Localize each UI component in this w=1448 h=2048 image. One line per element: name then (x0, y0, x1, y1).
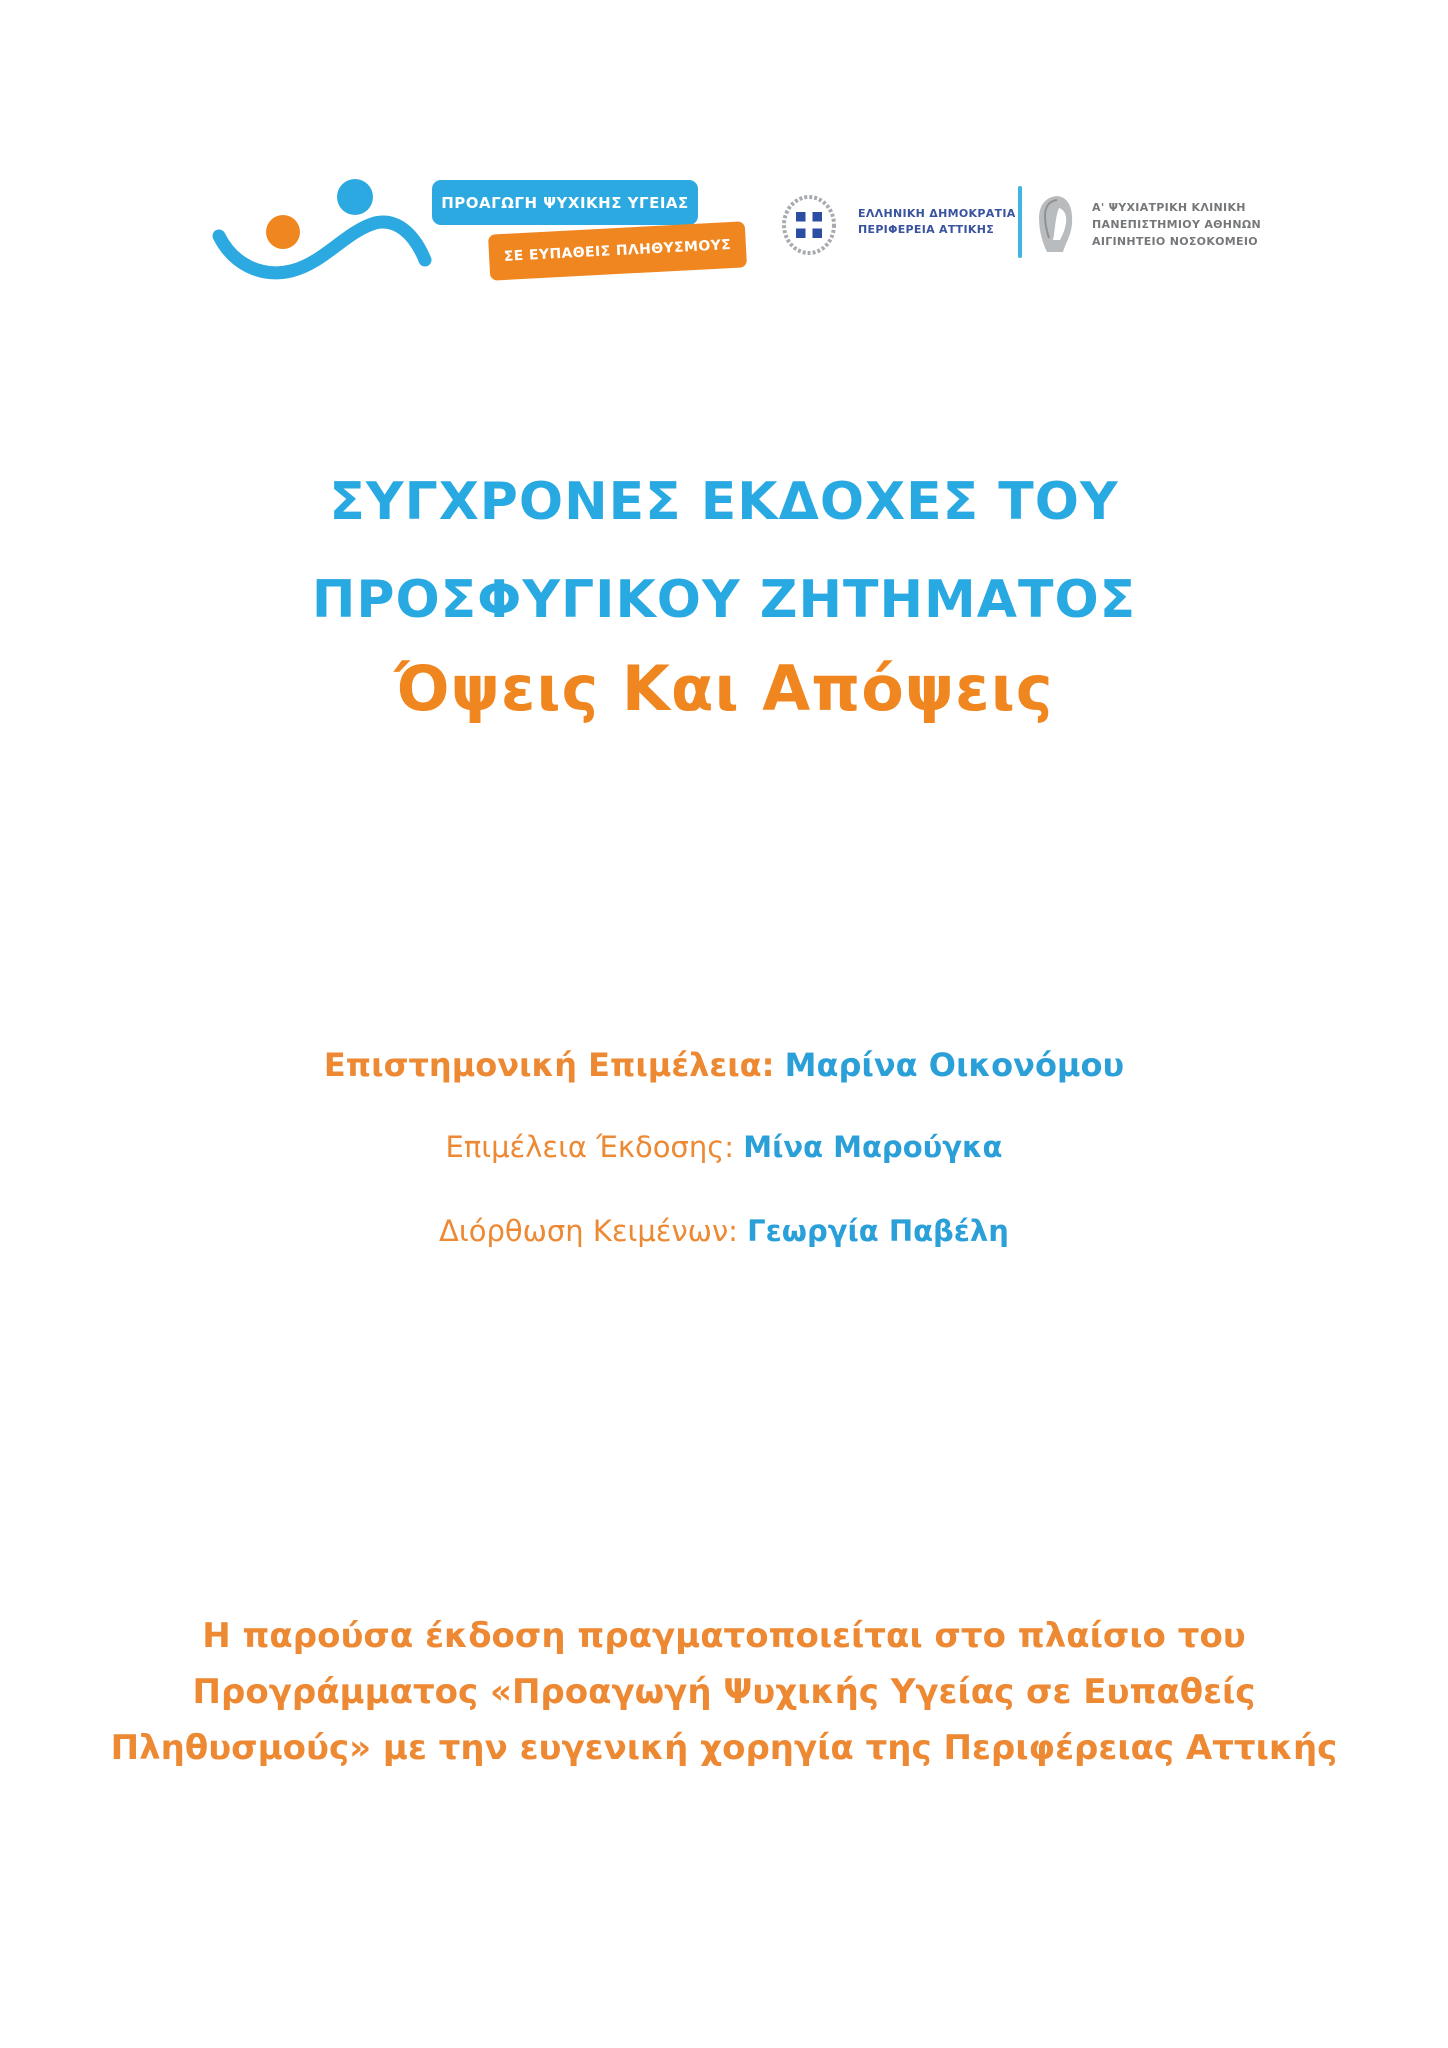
credit-label: Επιμέλεια Έκδοσης: (445, 1130, 734, 1164)
clinic-line-1: Α' ΨΥΧΙΑΤΡΙΚΗ ΚΛΙΝΙΚΗ (1092, 201, 1246, 214)
credit-edition-editing (0, 1130, 1448, 1164)
blue-figure-head (337, 179, 373, 215)
program-banner-bottom: ΣΕ ΕΥΠΑΘΕΙΣ ΠΛΗΘΥΣΜΟΥΣ (488, 221, 747, 280)
region-line-1: ΕΛΛΗΝΙΚΗ ΔΗΜΟΚΡΑΤΙΑ (858, 207, 1016, 220)
program-banner-top: ΠΡΟΑΓΩΓΗ ΨΥΧΙΚΗΣ ΥΓΕΙΑΣ (432, 180, 698, 225)
people-wave-logo-icon (203, 160, 449, 292)
orange-figure-head (266, 215, 300, 249)
greek-republic-emblem-icon (781, 194, 837, 256)
region-line-2: ΠΕΡΙΦΕΡΕΙΑ ΑΤΤΙΚΗΣ (858, 223, 995, 236)
footer-note (0, 1608, 1448, 1776)
credit-scientific-editing (0, 1046, 1448, 1084)
clinic-line-3: ΑΙΓΙΝΗΤΕΙΟ ΝΟΣΟΚΟΜΕΙΟ (1092, 235, 1258, 248)
credit-proofreading (0, 1214, 1448, 1248)
title-line-1: ΣΥΓΧΡΟΝΕΣ ΕΚΔΟΧΕΣ ΤΟΥ (329, 472, 1119, 532)
footer-line-2: Προγράμματος «Προαγωγή Ψυχικής Υγείας σε Ευπαθείς (192, 1672, 1256, 1712)
region-logo-text (858, 206, 1028, 238)
credit-name: Μίνα Μαρούγκα (743, 1130, 1003, 1164)
logo-divider (1018, 186, 1022, 258)
footer-line-1: Η παρούσα έκδοση πραγματοποιείται στο πλαίσιο του (202, 1616, 1246, 1656)
credit-label: Επιστημονική Επιμέλεια: (323, 1046, 775, 1084)
credit-name: Μαρίνα Οικονόμου (784, 1046, 1125, 1084)
title-line-2: ΠΡΟΣΦΥΓΙΚΟΥ ΖΗΤΗΜΑΤΟΣ (311, 570, 1137, 630)
athena-head-emblem-icon (1035, 194, 1077, 256)
clinic-line-2: ΠΑΝΕΠΙΣΤΗΜΙΟΥ ΑΘΗΝΩΝ (1092, 218, 1261, 231)
wave-swoosh (219, 222, 425, 273)
footer-line-3: Πληθυσμούς» με την ευγενική χορηγία της Περιφέρειας Αττικής (110, 1728, 1338, 1768)
clinic-logo-text (1092, 199, 1262, 250)
subtitle: Όψεις Και Απόψεις (394, 652, 1054, 725)
credit-name: Γεωργία Παβέλη (747, 1214, 1009, 1248)
credit-label: Διόρθωση Κειμένων: (439, 1214, 738, 1248)
